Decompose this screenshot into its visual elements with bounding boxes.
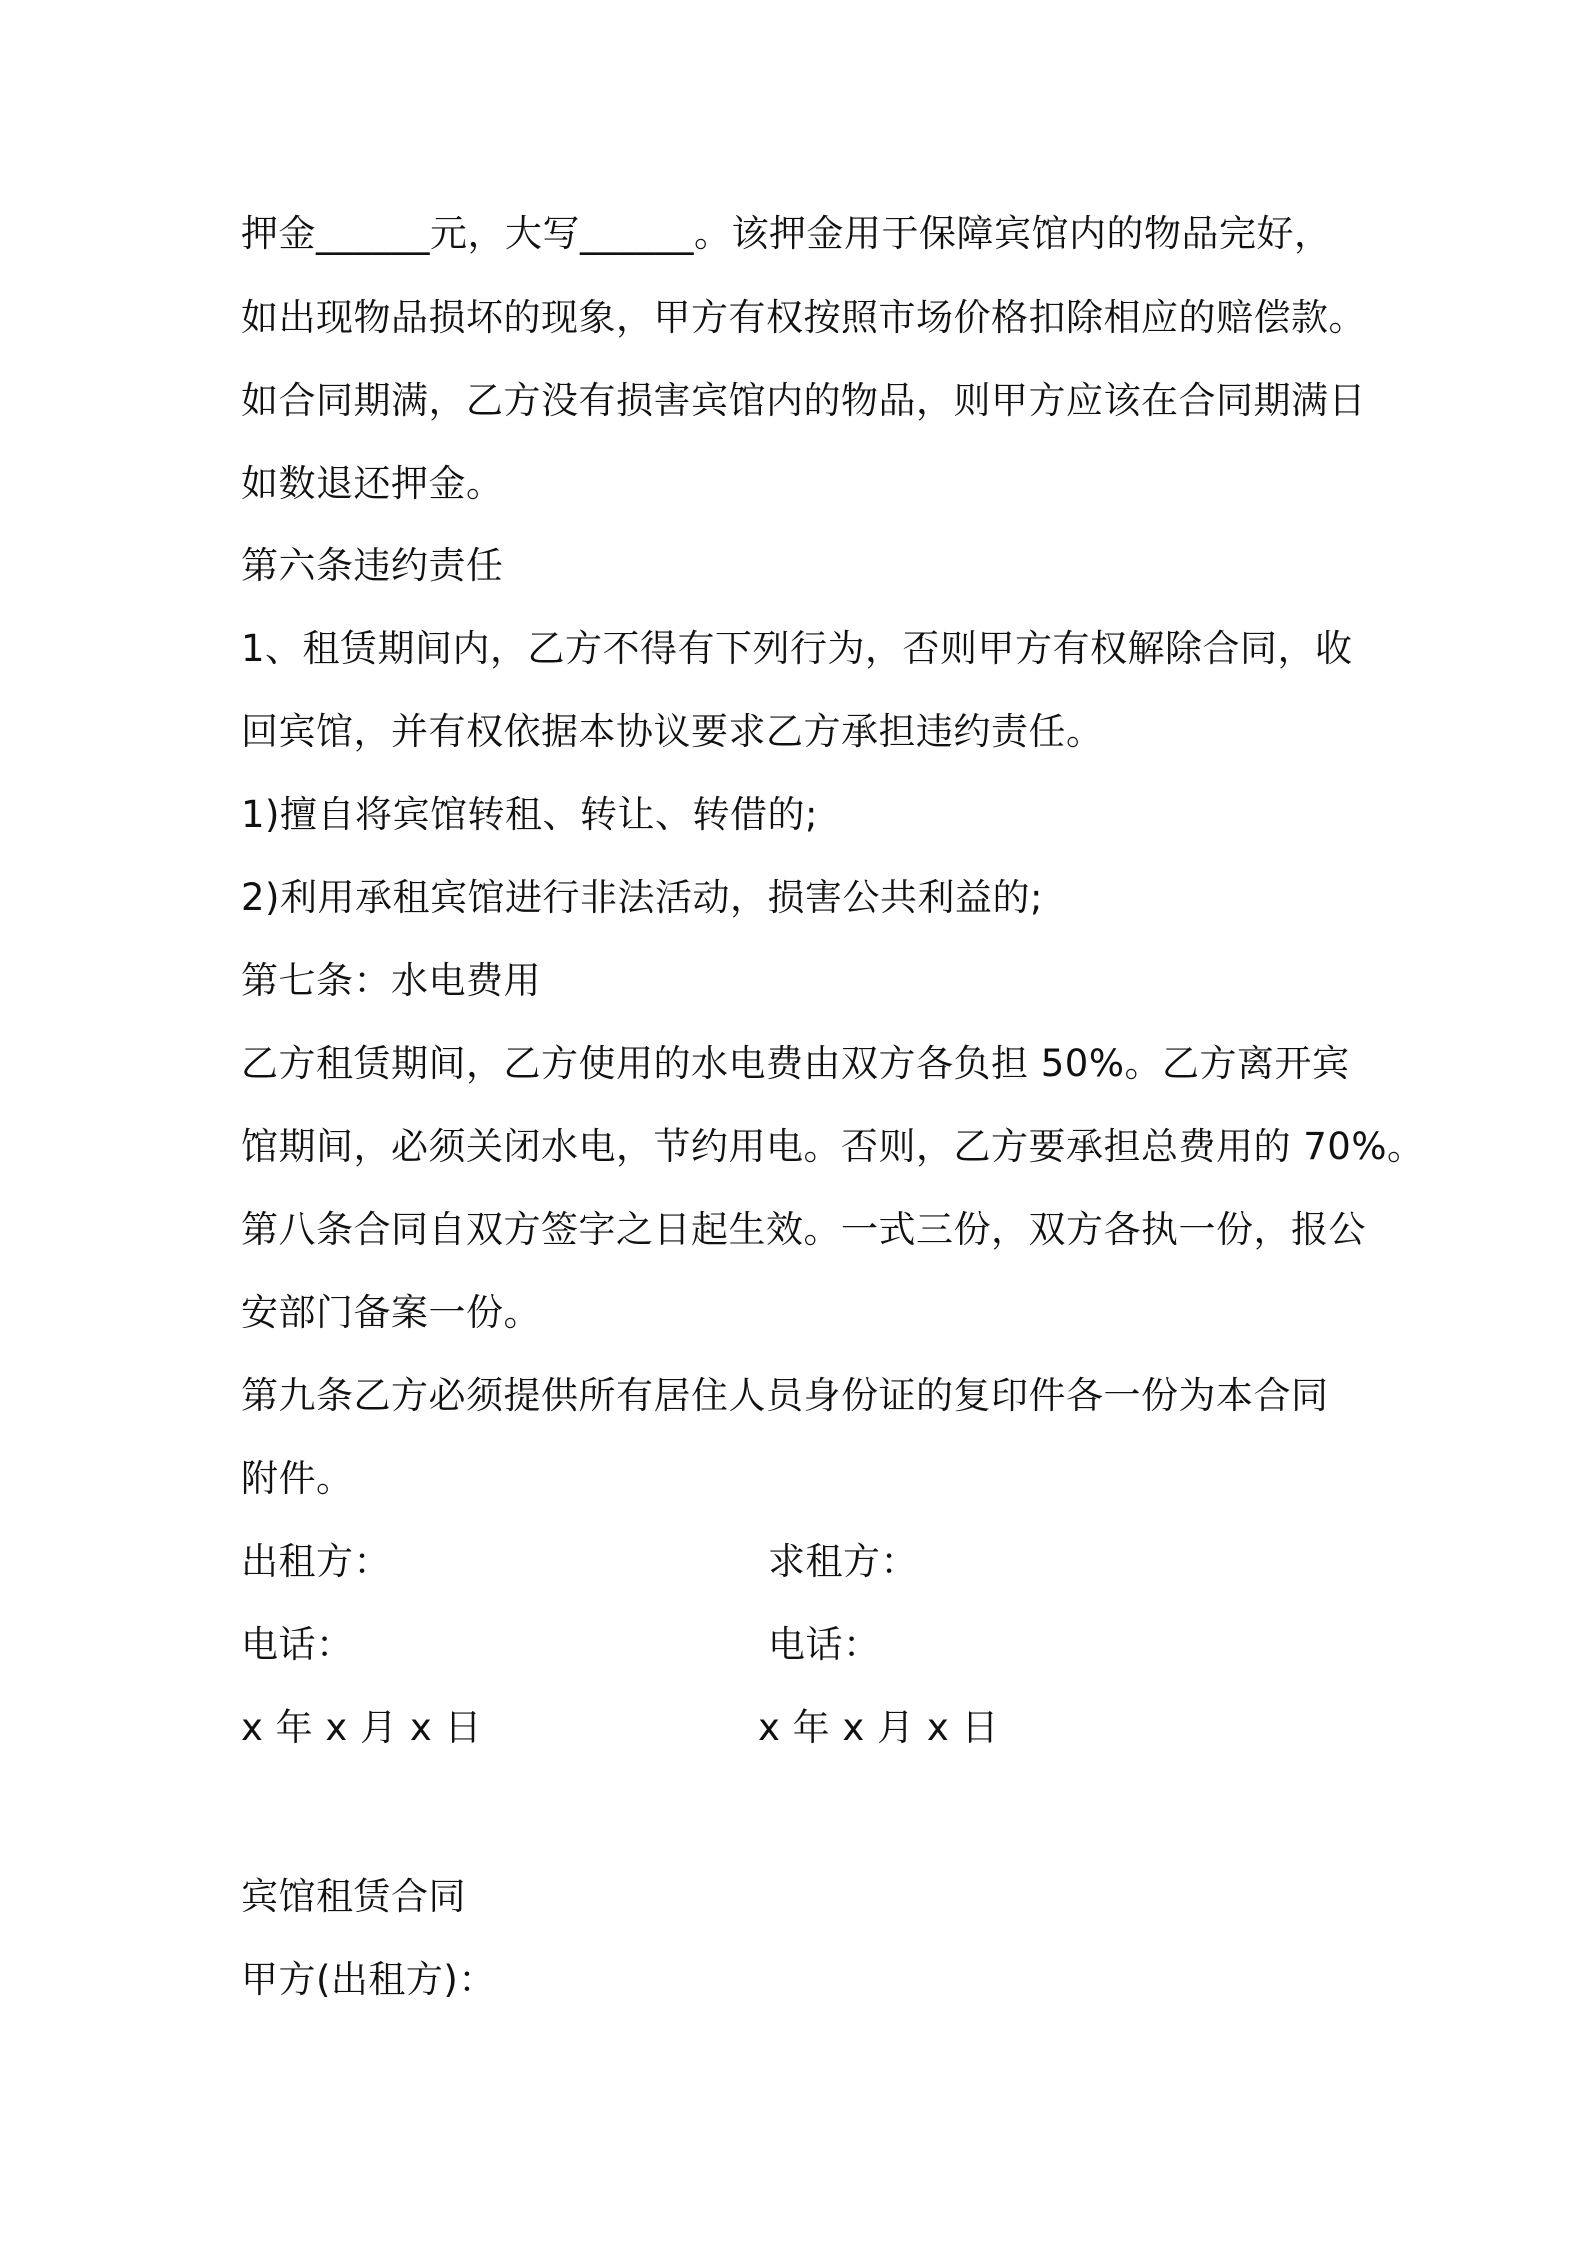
article-8-line-1: 第八条合同自双方签字之日起生效。一式三份，双方各执一份，报公 xyxy=(241,1208,1366,1251)
article-6-item-2: 2)利用承租宾馆进行非法活动，损害公共利益的; xyxy=(241,876,1043,919)
lessor-label: 出租方： xyxy=(241,1540,391,1583)
paragraph-deposit-line-4: 如数退还押金。 xyxy=(241,462,504,505)
article-6-clause-1-line-2: 回宾馆，并有权依据本协议要求乙方承担违约责任。 xyxy=(241,710,1104,753)
lessee-date: x 年 x 月 x 日 xyxy=(758,1706,999,1749)
party-a-label: 甲方(出租方)： xyxy=(241,1958,496,2001)
paragraph-deposit-line-2: 如出现物品损坏的现象，甲方有权按照市场价格扣除相应的赔偿款。 xyxy=(241,296,1366,339)
next-contract-title: 宾馆租赁合同 xyxy=(241,1875,466,1918)
paragraph-deposit-line-1: 押金______元，大写______。该押金用于保障宾馆内的物品完好， xyxy=(241,212,1332,255)
paragraph-deposit-line-3: 如合同期满，乙方没有损害宾馆内的物品，则甲方应该在合同期满日 xyxy=(241,379,1366,422)
article-7-heading: 第七条：水电费用 xyxy=(241,959,541,1002)
lessor-date: x 年 x 月 x 日 xyxy=(241,1706,482,1749)
lessor-phone-label: 电话： xyxy=(241,1623,354,1666)
article-8-line-2: 安部门备案一份。 xyxy=(241,1291,541,1334)
article-6-clause-1-line-1: 1、租赁期间内，乙方不得有下列行为，否则甲方有权解除合同，收 xyxy=(241,627,1353,670)
article-6-heading: 第六条违约责任 xyxy=(241,544,504,587)
article-9-line-1: 第九条乙方必须提供所有居住人员身份证的复印件各一份为本合同 xyxy=(241,1374,1329,1417)
lessee-label: 求租方： xyxy=(768,1540,918,1583)
lessee-phone-label: 电话： xyxy=(768,1623,881,1666)
article-7-line-2: 馆期间，必须关闭水电，节约用电。否则，乙方要承担总费用的 70%。 xyxy=(241,1125,1425,1168)
article-9-line-2: 附件。 xyxy=(241,1457,354,1500)
article-7-line-1: 乙方租赁期间，乙方使用的水电费由双方各负担 50%。乙方离开宾 xyxy=(241,1042,1350,1085)
article-6-item-1: 1)擅自将宾馆转租、转让、转借的; xyxy=(241,793,818,836)
